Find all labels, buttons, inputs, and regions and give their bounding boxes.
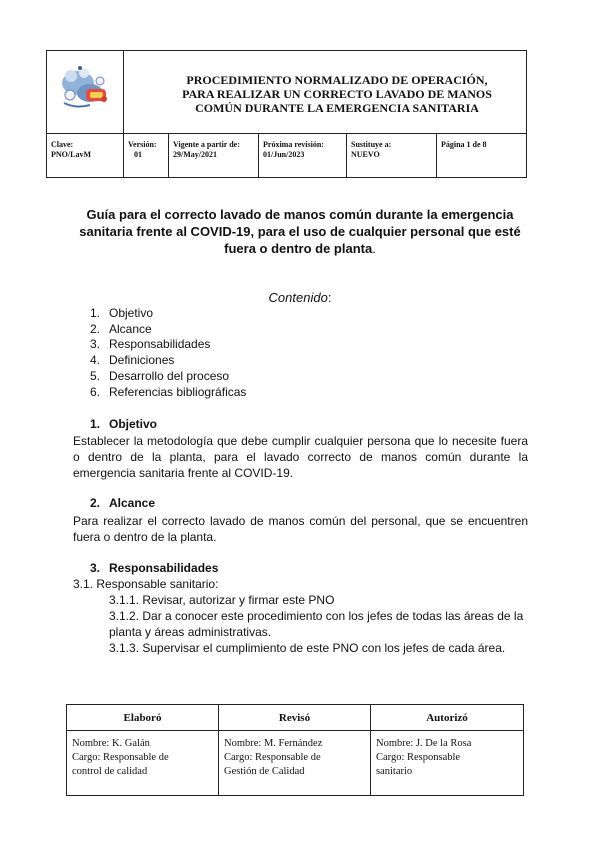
section-body-alcance (73, 513, 528, 545)
procedure-title-line: PROCEDIMIENTO NORMALIZADO DE OPERACIÓN, (186, 73, 488, 87)
section-heading-alcance (90, 496, 155, 510)
signature-details (219, 731, 370, 779)
signature-line: Nombre: K. Galán (72, 738, 150, 749)
toc-item (90, 322, 246, 338)
toc-number: 2. (90, 321, 101, 336)
section-title: Responsabilidades (109, 561, 219, 575)
responsibility-item: 3.1.2. Dar a conocer este procedimiento con los jefes de todas las áreas de la (109, 609, 524, 623)
toc-text: Desarrollo del proceso (109, 368, 230, 383)
toc-number: 6. (90, 384, 101, 399)
meta-value: NUEVO (351, 150, 380, 159)
signature-table (66, 704, 524, 796)
meta-value: 01/Jun/2023 (263, 150, 305, 159)
meta-value: 29/May/2021 (173, 150, 217, 159)
paragraph-line: Para realizar el correcto lavado de manos común del personal, que se encuentren (73, 514, 528, 528)
toc-text: Alcance (109, 321, 152, 336)
section-heading-responsabilidades (90, 561, 218, 575)
meta-label: Clave: (51, 140, 74, 149)
toc-item (90, 369, 246, 385)
toc-item (90, 306, 246, 322)
procedure-title-line: COMÚN DURANTE LA EMERGENCIA SANITARIA (195, 101, 479, 115)
meta-pagina (437, 134, 526, 178)
meta-clave (47, 134, 124, 178)
meta-value: PNO/LavM (51, 150, 91, 159)
responsibility-item-continuation: planta y áreas administrativas. (109, 625, 272, 639)
signature-line: Cargo: Responsable de (72, 752, 169, 763)
meta-proxima-revision (259, 134, 347, 178)
signature-column-elaboro (67, 705, 219, 795)
signature-line: sanitario (376, 766, 413, 777)
document-header-table (46, 50, 527, 178)
document-title-line: sanitaria frente al COVID-19, para el uso de cualquier personal que esté (79, 224, 521, 239)
meta-value: 01 (134, 150, 142, 159)
toc-number: 1. (90, 306, 101, 320)
toc-item (90, 353, 246, 369)
toc-text: Objetivo (109, 306, 154, 320)
logo-cell (47, 51, 124, 133)
toc-number: 4. (90, 353, 101, 368)
meta-sustituye (347, 134, 437, 178)
header-top-row (47, 51, 526, 134)
toc-item (90, 337, 246, 353)
meta-label: Versión: (128, 140, 157, 149)
document-title (60, 206, 540, 257)
section-title: Alcance (109, 496, 156, 510)
document-title-line: fuera o dentro de planta. (224, 241, 376, 256)
section-number: 1. (90, 417, 101, 431)
toc-text: Referencias bibliográficas (109, 384, 247, 399)
meta-version (124, 134, 169, 178)
signature-line: Cargo: Responsable (376, 752, 461, 763)
meta-vigente (169, 134, 259, 178)
toc-number: 5. (90, 368, 101, 383)
signature-column-reviso (219, 705, 371, 795)
signature-header: Revisó (219, 705, 370, 731)
section-body-objetivo (73, 433, 528, 481)
signature-header: Elaboró (67, 705, 218, 731)
cartoon-hand-washing-logo-icon (56, 59, 114, 117)
section-number: 3. (90, 561, 101, 575)
header-meta-row (47, 134, 526, 178)
section-number: 2. (90, 496, 101, 510)
meta-label: Próxima revisión: (263, 140, 324, 149)
signature-details (67, 731, 218, 779)
signature-line: Nombre: M. Fernández (224, 738, 323, 749)
subsection-responsable-sanitario: 3.1. Responsable sanitario: (73, 577, 219, 591)
contents-label: Contenido (268, 290, 328, 305)
signature-header: Autorizó (371, 705, 523, 731)
meta-label: Página 1 de 8 (441, 140, 487, 149)
signature-line: Gestión de Calidad (224, 766, 305, 777)
toc-text: Definiciones (109, 353, 175, 368)
toc-text: Responsabilidades (109, 337, 211, 352)
document-title-line: Guía para el correcto lavado de manos común durante la emergencia (86, 207, 514, 222)
toc-number: 3. (90, 337, 101, 352)
procedure-title-line: PARA REALIZAR UN CORRECTO LAVADO DE MANOS (182, 87, 492, 101)
paragraph-line: emergencia sanitaria frente al COVID-19. (73, 466, 294, 480)
paragraph-line: o dentro de la planta, para el lavado correcto de manos común durante la (73, 450, 528, 464)
responsibility-item: 3.1.1. Revisar, autorizar y firmar este PNO (109, 593, 335, 607)
signature-details (371, 731, 523, 779)
section-title: Objetivo (109, 417, 158, 431)
signature-line: control de calidad (72, 766, 148, 777)
section-heading-objetivo (90, 417, 157, 431)
document-title-text: fuera o dentro de planta (224, 241, 373, 256)
signature-column-autorizo (371, 705, 523, 795)
toc-item (90, 385, 246, 401)
procedure-title (125, 73, 527, 115)
signature-line: Nombre: J. De la Rosa (376, 738, 472, 749)
table-of-contents (90, 306, 246, 400)
responsibility-item: 3.1.3. Supervisar el cumplimiento de este PNO con los jefes de cada área. (109, 641, 506, 655)
paragraph-line: Establecer la metodología que debe cumplir cualquier persona que lo necesite fuera (73, 434, 528, 448)
meta-label: Vigente a partir de: (173, 140, 240, 149)
contents-heading: Contenido: (268, 290, 332, 305)
signature-line: Cargo: Responsable de (224, 752, 321, 763)
meta-label: Sustituye a: (351, 140, 392, 149)
paragraph-line: fuera o dentro de la planta. (73, 530, 217, 544)
